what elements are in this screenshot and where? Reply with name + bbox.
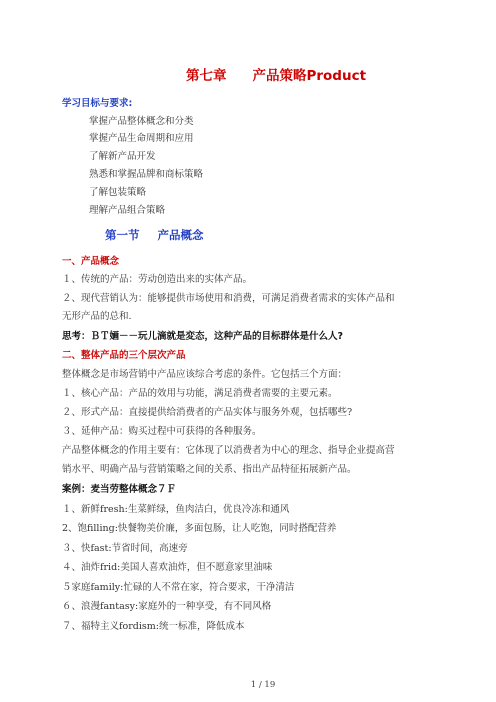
- chapter-name: 产品策略Product: [252, 68, 367, 84]
- objective-item: 了解包装策略: [89, 187, 147, 198]
- case-line: ３、快fast:节省时间，高速旁: [62, 543, 188, 554]
- levels-line: 销水平、明确产品与营销策略之间的关系、指出产品特征拓展新产品。: [62, 464, 357, 475]
- objective-item: 熟悉和掌握品牌和商标策略: [89, 169, 204, 180]
- levels-heading: 二、整体产品的三个层次产品: [62, 350, 186, 361]
- concept-line: １、传统的产品：劳动创造出来的实体产品。: [62, 274, 253, 285]
- chapter-label: 第七章: [185, 68, 227, 84]
- levels-line: ３、延伸产品：购买过程中可获得的各种服务。: [62, 426, 262, 437]
- objective-item: 掌握产品生命周期和应用: [89, 133, 194, 144]
- think-question: 思考：ＢＴ婳－－玩儿滴就是変态，这种产品的目标群体是什么人?: [62, 331, 344, 342]
- levels-line: 整体概念是市场营销中产品应该综合考虑的条件。它包括三个方面：: [62, 369, 348, 380]
- objective-item: 掌握产品整体概念和分类: [89, 116, 194, 127]
- section-name: 产品概念: [157, 228, 204, 242]
- case-line: ６、浪漫fantasy:家庭外的一种享受，有不同风格: [62, 601, 272, 612]
- concept-line: ２、现代营销认为：能够提供市场使用和消费，可满足消费者需求的实体产品和: [62, 293, 395, 304]
- levels-line: １、核心产品：产品的效用与功能，满足消费者需要的主要元素。: [62, 388, 338, 399]
- concept-line: 无形产品的总和.: [62, 311, 132, 322]
- case-line: ５家庭family:忙碌的人不常在家，符合要求，干净清洁: [62, 582, 295, 593]
- section-title: [105, 227, 204, 243]
- levels-line: 产品整体概念的作用主要有：它体现了以消费者为中心的理念、指导企业提高营: [62, 445, 395, 456]
- section-label: 第一节: [105, 228, 140, 242]
- case-line: １、新鲜fresh:生菜鲜绿，鱼肉洁白，优良冷冻和通风: [62, 504, 290, 515]
- objective-item: 理解产品组合策略: [89, 205, 166, 216]
- case-line: ４、油炸frid:美国人喜欢油炸，但不愿意家里油味: [62, 562, 273, 573]
- levels-line: ２、形式产品：直接提供给消费者的产品实体与服务外观，包括哪些?: [62, 407, 353, 418]
- case-line: 2、饱filling:快餐物美价廉，多面包肠，让人吃饱，同时搭配营养: [62, 523, 337, 534]
- chapter-title: [0, 64, 496, 84]
- objectives-heading: 学习目标与要求:: [62, 98, 133, 109]
- case-heading: 案例：麦当劳整体概念７Ｆ: [62, 484, 177, 495]
- case-line: ７、福特主义fordism:统一标准，降低成本: [62, 621, 245, 632]
- objective-item: 了解新产品开发: [89, 151, 156, 162]
- page-number: 1 / 19: [250, 680, 276, 690]
- concept-heading: 一、产品概念: [62, 256, 120, 267]
